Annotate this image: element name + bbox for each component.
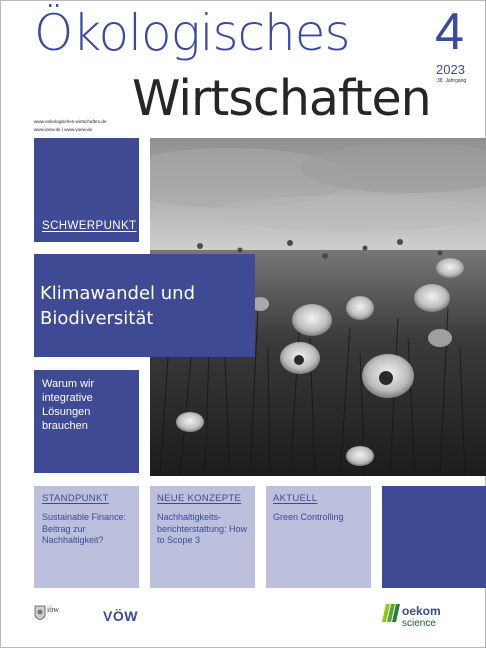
ioew-seal-logo [34,604,46,624]
url-journal: www.oekologisches-wirtschaften.de [34,119,107,124]
oekom-logo-text: oekom [402,604,441,618]
ioew-logo-text: iöw [47,605,59,614]
magazine-title-line1: Ökologisches [34,4,350,62]
column-aktuell[interactable] [266,486,371,588]
science-logo-text: science [402,618,436,629]
column-label: NEUE KONZEPTE [157,493,242,504]
column-text: Nachhaltigkeits-berichterstattung: How to Scope 3 [157,512,248,545]
masthead-urls [34,118,107,134]
column-label: AKTUELL [273,493,318,504]
section-label[interactable]: SCHWERPUNKT [42,220,137,232]
issue-volume: 38. Jahrgang [437,78,467,84]
column-text: Green Controlling [273,512,344,522]
magazine-title-line2: Wirtschaften [132,70,431,127]
cover-subheadline[interactable]: Warum wir integrative Lösungen brauchen [42,378,95,432]
voew-logo: VÖW [103,608,138,624]
issue-year: 2023 [436,62,465,77]
column-standpunkt[interactable] [34,486,139,588]
column-neue-konzepte[interactable] [150,486,255,588]
url-institutes: www.ioew.de | www.voew.de [34,127,93,132]
column-text: Sustainable Finance: Beitrag zur Nachhaltigkeit? [42,512,127,545]
accent-box [382,486,486,588]
cover-headline[interactable]: Klimawandel und Biodiversität [40,283,195,329]
column-label: STANDPUNKT [42,493,109,504]
oekom-bars-logo [380,602,400,624]
issue-number: 4 [435,3,464,61]
